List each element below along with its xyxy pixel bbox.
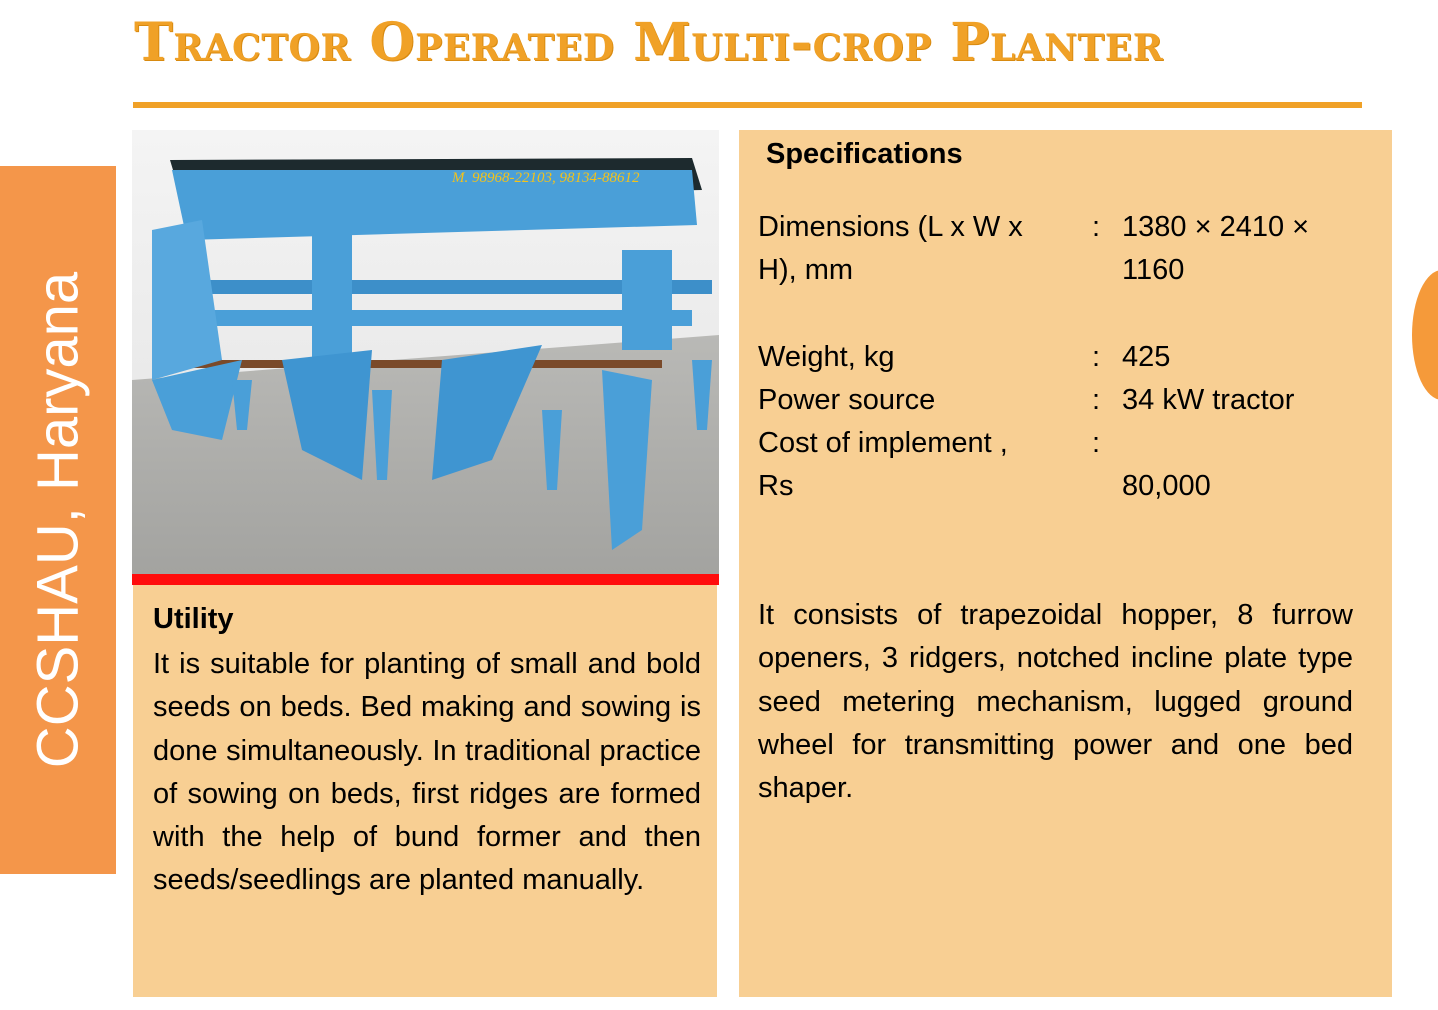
decorative-swoosh <box>1412 270 1438 400</box>
utility-panel <box>133 585 717 997</box>
specifications-heading: Specifications <box>766 138 963 170</box>
specifications-description: It consists of trapezoidal hopper, 8 furrow openers, 3 ridgers, notched incline plate type seed metering mechanism, lugged ground wheel for transmitting power and one bed shaper. <box>758 599 1353 805</box>
spec-label: Cost of implement , <box>758 427 1008 459</box>
spec-label: Weight, kg <box>758 341 895 373</box>
utility-heading: Utility <box>153 603 234 635</box>
spec-colon: : <box>1092 384 1101 416</box>
spec-value: 425 <box>1122 341 1171 373</box>
hopper-phone-text: M. 98968-22103, 98134-88612 <box>452 170 640 186</box>
page-title: Tractor Operated Multi-crop Planter <box>134 12 1164 73</box>
spec-label: Dimensions (L x W x <box>758 211 1023 243</box>
spec-label: Rs <box>758 470 794 502</box>
planter-photo <box>132 130 719 574</box>
title-divider <box>133 102 1362 108</box>
spec-value: 34 kW tractor <box>1122 384 1295 416</box>
spec-colon: : <box>1092 341 1101 373</box>
spec-colon: : <box>1092 427 1101 459</box>
photo-accent-bar <box>132 574 719 585</box>
utility-text: It is suitable for planting of small and bold seeds on beds. Bed making and sowing is done simultaneously. In traditional practice of sowing on beds, first ridges are formed with the help of bund former and then seeds/seedlings are planted manually. <box>153 648 701 897</box>
institution-label: CCSHAU, Haryana <box>25 271 91 769</box>
spec-label: H), mm <box>758 254 854 286</box>
spec-label: Power source <box>758 384 936 416</box>
specifications-panel <box>739 130 1392 997</box>
spec-colon: : <box>1092 211 1101 243</box>
spec-value: 1160 <box>1122 254 1185 286</box>
spec-value: 1380 × 2410 × <box>1122 211 1310 243</box>
spec-value: 80,000 <box>1122 470 1211 502</box>
